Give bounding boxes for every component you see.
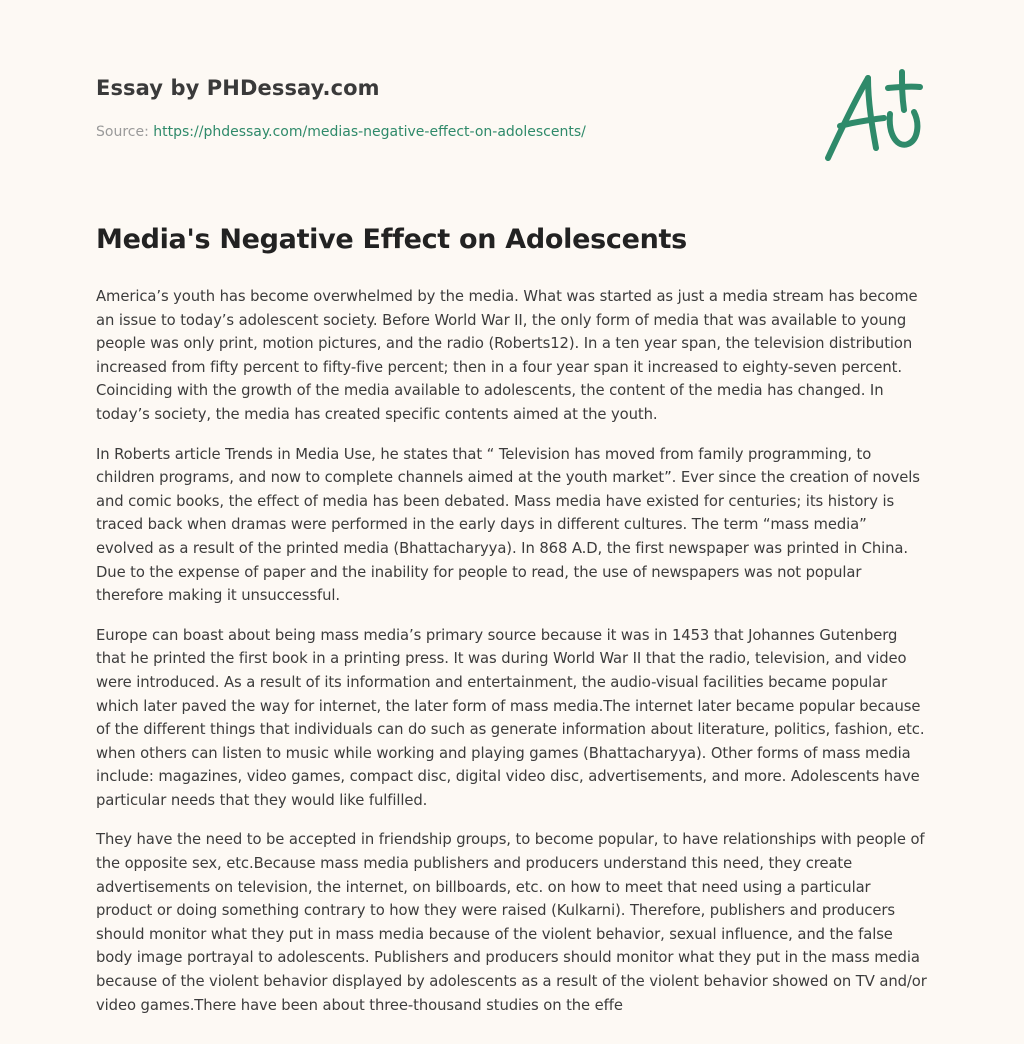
brand-title: Essay by PHDessay.com <box>96 76 380 100</box>
paragraph-2: In Roberts article Trends in Media Use, he states that “ Television has moved from family programming, to children programs, and now to complete channels aimed at the youth market”. Ever since the creation of novels and comic books, the effect of media has been debated. Mass media have existed for centuries; its history is traced back when dramas were performed in the early days in different cultures. The term “mass media” evolved as a result of the printed media (Bhattacharyya). In 868 A.D, the first newspaper was printed in China. Due to the expense of paper and the inability for people to read, the use of newspapers was not popular therefore making it unsuccessful. <box>96 445 920 605</box>
a-plus-logo-icon <box>818 62 928 172</box>
paragraph-1: America’s youth has become overwhelmed by the media. What was started as just a media stream has become an issue to today’s adolescent society. Before World War II, the only form of media that was available to young people was only print, motion pictures, and the radio (Roberts12). In a ten year span, the television distribution increased from fifty percent to fifty-five percent; then in a four year span it increased to eighty-seven percent. Coinciding with the growth of the media available to adolescents, the content of the media has changed. In today’s society, the media has created specific contents aimed at the youth. <box>96 288 918 423</box>
source-line <box>96 124 586 140</box>
essay-body <box>96 285 928 1033</box>
source-label: Source: <box>96 124 149 140</box>
essay-page <box>96 0 928 1044</box>
essay-title: Media's Negative Effect on Adolescents <box>96 224 687 255</box>
paragraph-3: Europe can boast about being mass media’s primary source because it was in 1453 that Johannes Gutenberg that he printed the first book in a printing press. It was during World War II that the radio, television, and video were introduced. As a result of its information and entertainment, the audio-visual facilities became popular which later paved the way for internet, the later form of mass media.The internet later became popular because of the different things that individuals can do such as generate information about literature, politics, fashion, etc. when others can listen to music while working and playing games (Bhattacharyya). Other forms of mass media include: magazines, video games, compact disc, digital video disc, advertisements, and more. Adolescents have particular needs that they would like fulfilled. <box>96 626 925 809</box>
paragraph-4: They have the need to be accepted in friendship groups, to become popular, to have relationships with people of the opposite sex, etc.Because mass media publishers and producers understand this need, they create advertisements on television, the internet, on billboards, etc. on how to meet that need using a particular product or doing something contrary to how they were raised (Kulkarni). Therefore, publishers and producers should monitor what they put in mass media because of the violent behavior, sexual influence, and the false body image portrayal to adolescents. Publishers and producers should monitor what they put in the mass media because of the violent behavior displayed by adolescents as a result of the violent behavior showed on TV and/or video games.There have been about three-thousand studies on the effe <box>96 831 927 1014</box>
source-link[interactable]: https://phdessay.com/medias-negative-effect-on-adolescents/ <box>153 124 586 140</box>
